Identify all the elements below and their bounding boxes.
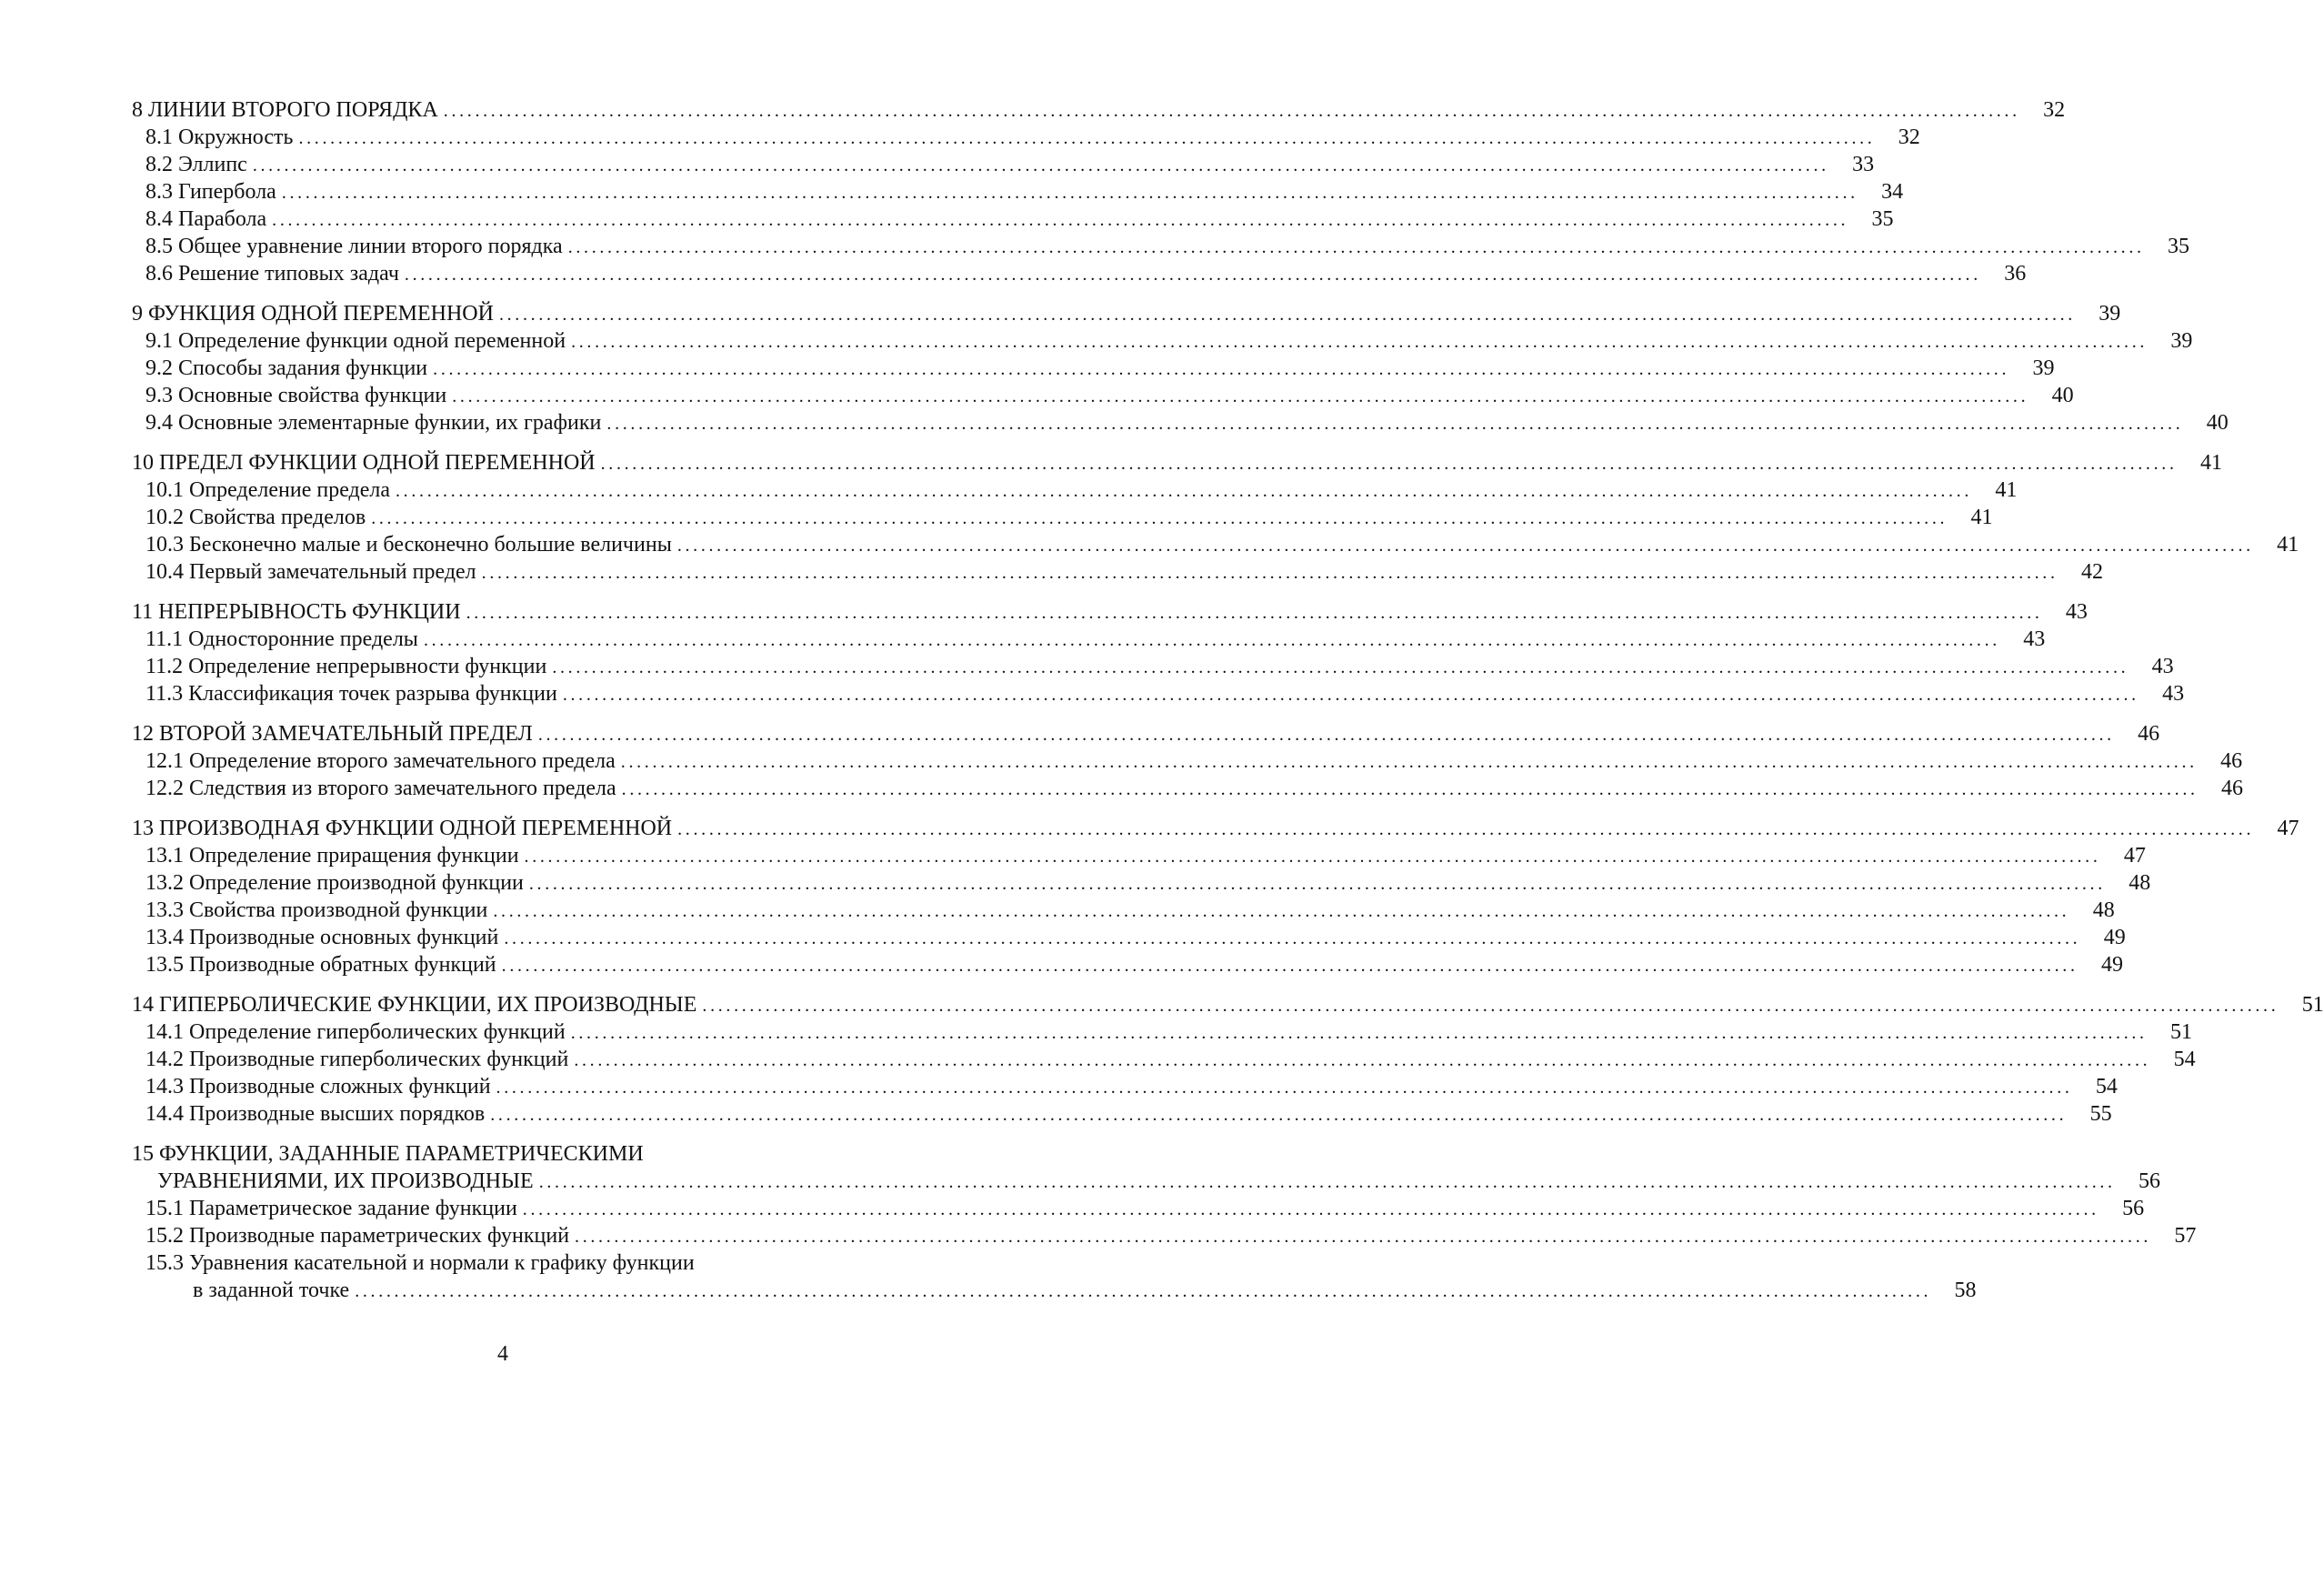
- toc-subsection-entry-page-number: 43: [2162, 682, 2185, 706]
- toc-section: [132, 598, 2185, 707]
- dot-leader: . . . . . . . . . . . . . . . . . . . . . . . . . . . . . . . . . . . . . . . . . . . . . . . . . . . . . . . . . . . . . . . . . . . . . . . . . . . . . . . . . . . . . . . . . . . . . . . . . . . . . . . . . . . . . . . . . . . . . . . . . . . . . . . . . . . . . . . . . . . . . . . . . . . . . . . . . . . . . . . . . . . . . . . . . . . . . . . . . . . . . . . . . . . . . . . . . . . . . . . .: [272, 210, 1847, 230]
- toc-section: [132, 300, 2229, 436]
- dot-leader: . . . . . . . . . . . . . . . . . . . . . . . . . . . . . . . . . . . . . . . . . . . . . . . . . . . . . . . . . . . . . . . . . . . . . . . . . . . . . . . . . . . . . . . . . . . . . . . . . . . . . . . . . . . . . . . . . . . . . . . . . . . . . . . . . . . . . . . . . . . . . . . . . . . . . . . . . . . . . . . . . . . . . . . . . . . . . . . . . . . . . . . . . . . . . . . . . . . . . . . .: [298, 128, 1873, 148]
- toc-section: [132, 991, 2324, 1128]
- toc-subsection-entry[interactable]: [132, 233, 2190, 260]
- toc-subsection-entry-title: 11.2 Определение непрерывности функции: [145, 655, 547, 678]
- toc-chapter-entry-title: 14 ГИПЕРБОЛИЧЕСКИЕ ФУНКЦИИ, ИХ ПРОИЗВОДНЫЕ: [132, 993, 697, 1017]
- toc-chapter-entry-title: УРАВНЕНИЯМИ, ИХ ПРОИЗВОДНЫЕ: [157, 1169, 534, 1193]
- toc-chapter-entry-page-number: 51: [2301, 993, 2324, 1017]
- toc-subsection-entry-title: 8.1 Окружность: [145, 125, 294, 149]
- toc-subsection-entry-title: 9.2 Способы задания функции: [145, 356, 428, 380]
- toc-subsection-entry[interactable]: [132, 1018, 2193, 1046]
- dot-leader: . . . . . . . . . . . . . . . . . . . . . . . . . . . . . . . . . . . . . . . . . . . . . . . . . . . . . . . . . . . . . . . . . . . . . . . . . . . . . . . . . . . . . . . . . . . . . . . . . . . . . . . . . . . . . . . . . . . . . . . . . . . . . . . . . . . . . . . . . . . . . . . . . . . . . . . . . . . . . . . . . . . . . . . . . . . . . . . . . . . . . . . . . . . . . . . . . . . . . . . .: [522, 1199, 2098, 1219]
- toc-subsection-entry[interactable]: [132, 626, 2046, 653]
- toc-subsection-entry-title: 14.2 Производные гиперболических функций: [145, 1048, 569, 1071]
- toc-subsection-entry-page-number: 40: [2206, 411, 2229, 435]
- dot-leader: . . . . . . . . . . . . . . . . . . . . . . . . . . . . . . . . . . . . . . . . . . . . . . . . . . . . . . . . . . . . . . . . . . . . . . . . . . . . . . . . . . . . . . . . . . . . . . . . . . . . . . . . . . . . . . . . . . . . . . . . . . . . . . . . . . . . . . . . . . . . . . . . . . . . . . . . . . . . . . . . . . . . . . . . . . . . . . . . . . . . . . . . . . . . . . . . . . . . . . . .: [443, 101, 2018, 121]
- toc-subsection-entry[interactable]: [132, 206, 1894, 233]
- toc-subsection-entry[interactable]: [132, 1195, 2145, 1222]
- toc-chapter-entry-page-number: 46: [2138, 722, 2160, 746]
- toc-subsection-entry-page-number: 49: [2100, 953, 2123, 977]
- toc-chapter-entry-title: 12 ВТОРОЙ ЗАМЕЧАТЕЛЬНЫЙ ПРЕДЕЛ: [132, 722, 533, 746]
- toc-subsection-entry[interactable]: [132, 531, 2299, 558]
- toc-chapter-entry-page-number: 43: [2065, 600, 2088, 624]
- dot-leader: . . . . . . . . . . . . . . . . . . . . . . . . . . . . . . . . . . . . . . . . . . . . . . . . . . . . . . . . . . . . . . . . . . . . . . . . . . . . . . . . . . . . . . . . . . . . . . . . . . . . . . . . . . . . . . . . . . . . . . . . . . . . . . . . . . . . . . . . . . . . . . . . . . . . . . . . . . . . . . . . . . . . . . . . . . . . . . . . . . . . . . . . . . . . . . . . . . . . . . . .: [504, 928, 2079, 948]
- toc-subsection-entry-page-number: 41: [1970, 506, 1993, 529]
- toc-subsection-entry-page-number: 47: [2123, 844, 2146, 868]
- dot-leader: . . . . . . . . . . . . . . . . . . . . . . . . . . . . . . . . . . . . . . . . . . . . . . . . . . . . . . . . . . . . . . . . . . . . . . . . . . . . . . . . . . . . . . . . . . . . . . . . . . . . . . . . . . . . . . . . . . . . . . . . . . . . . . . . . . . . . . . . . . . . . . . . . . . . . . . . . . . . . . . . . . . . . . . . . . . . . . . . . . . . . . . . . . . . . . . . . . . . . . . .: [433, 359, 2008, 379]
- toc-subsection-entry[interactable]: [132, 775, 2243, 802]
- toc-subsection-entry-page-number: 49: [2103, 926, 2126, 949]
- toc-chapter-entry-title: 13 ПРОИЗВОДНАЯ ФУНКЦИИ ОДНОЙ ПЕРЕМЕННОЙ: [132, 817, 673, 840]
- dot-leader: . . . . . . . . . . . . . . . . . . . . . . . . . . . . . . . . . . . . . . . . . . . . . . . . . . . . . . . . . . . . . . . . . . . . . . . . . . . . . . . . . . . . . . . . . . . . . . . . . . . . . . . . . . . . . . . . . . . . . . . . . . . . . . . . . . . . . . . . . . . . . . . . . . . . . . . . . . . . . . . . . . . . . . . . . . . . . . . . . . . . . . . . . . . . . . . . . . . . . . . .: [371, 508, 1946, 528]
- dot-leader: . . . . . . . . . . . . . . . . . . . . . . . . . . . . . . . . . . . . . . . . . . . . . . . . . . . . . . . . . . . . . . . . . . . . . . . . . . . . . . . . . . . . . . . . . . . . . . . . . . . . . . . . . . . . . . . . . . . . . . . . . . . . . . . . . . . . . . . . . . . . . . . . . . . . . . . . . . . . . . . . . . . . . . . . . . . . . . . . . . . . . . . . . . . . . . . . . . . . . . . .: [600, 454, 2175, 474]
- toc-chapter-entry[interactable]: [132, 815, 2299, 842]
- toc-chapter-entry[interactable]: [132, 720, 2160, 747]
- dot-leader: . . . . . . . . . . . . . . . . . . . . . . . . . . . . . . . . . . . . . . . . . . . . . . . . . . . . . . . . . . . . . . . . . . . . . . . . . . . . . . . . . . . . . . . . . . . . . . . . . . . . . . . . . . . . . . . . . . . . . . . . . . . . . . . . . . . . . . . . . . . . . . . . . . . . . . . . . . . . . . . . . . . . . . . . . . . . . . . . . . . . . . . . . . . . . . . . . . . . . . . .: [571, 332, 2146, 352]
- toc-subsection-entry-page-number: 48: [2092, 898, 2115, 922]
- toc-subsection-entry-page-number: 58: [1954, 1279, 1977, 1302]
- toc-subsection-entry-title: 14.1 Определение гиперболических функций: [145, 1020, 566, 1044]
- toc-subsection-entry-title: 9.3 Основные свойства функции: [145, 384, 447, 407]
- toc-subsection-entry-page-number: 32: [1898, 125, 1920, 149]
- dot-leader: . . . . . . . . . . . . . . . . . . . . . . . . . . . . . . . . . . . . . . . . . . . . . . . . . . . . . . . . . . . . . . . . . . . . . . . . . . . . . . . . . . . . . . . . . . . . . . . . . . . . . . . . . . . . . . . . . . . . . . . . . . . . . . . . . . . . . . . . . . . . . . . . . . . . . . . . . . . . . . . . . . . . . . . . . . . . . . . . . . . . . . . . . . . . . . . . . . . . . . . .: [567, 237, 2143, 257]
- toc-section: [132, 720, 2243, 802]
- toc-subsection-entry[interactable]: [132, 924, 2126, 951]
- dot-leader: . . . . . . . . . . . . . . . . . . . . . . . . . . . . . . . . . . . . . . . . . . . . . . . . . . . . . . . . . . . . . . . . . . . . . . . . . . . . . . . . . . . . . . . . . . . . . . . . . . . . . . . . . . . . . . . . . . . . . . . . . . . . . . . . . . . . . . . . . . . . . . . . . . . . . . . . . . . . . . . . . . . . . . . . . . . . . . . . . . . . . . . . . . . . . . . . . . . . . . . .: [466, 603, 2040, 623]
- toc-subsection-entry[interactable]: [132, 1046, 2196, 1073]
- toc-subsection-entry[interactable]: [132, 842, 2146, 869]
- toc-subsection-entry-page-number: 54: [2095, 1075, 2118, 1098]
- toc-subsection-entry[interactable]: [132, 1073, 2118, 1100]
- dot-leader: . . . . . . . . . . . . . . . . . . . . . . . . . . . . . . . . . . . . . . . . . . . . . . . . . . . . . . . . . . . . . . . . . . . . . . . . . . . . . . . . . . . . . . . . . . . . . . . . . . . . . . . . . . . . . . . . . . . . . . . . . . . . . . . . . . . . . . . . . . . . . . . . . . . . . . . . . . . . . . . . . . . . . . . . . . . . . . . . . . . . . . . . . . . . . . . . . . . . . . . .: [677, 819, 2252, 839]
- toc-subsection-entry-title: 11.3 Классификация точек разрыва функции: [145, 682, 557, 706]
- toc-subsection-entry[interactable]: [132, 951, 2123, 978]
- toc-subsection-entry-title: 13.3 Свойства производной функции: [145, 898, 488, 922]
- toc-subsection-entry[interactable]: [132, 680, 2185, 707]
- toc-subsection-entry-page-number: 46: [2220, 749, 2243, 773]
- toc-subsection-entry-page-number: 57: [2174, 1224, 2197, 1248]
- dot-leader: . . . . . . . . . . . . . . . . . . . . . . . . . . . . . . . . . . . . . . . . . . . . . . . . . . . . . . . . . . . . . . . . . . . . . . . . . . . . . . . . . . . . . . . . . . . . . . . . . . . . . . . . . . . . . . . . . . . . . . . . . . . . . . . . . . . . . . . . . . . . . . . . . . . . . . . . . . . . . . . . . . . . . . . . . . . . . . . . . . . . . . . . . . . . . . . . . . . . . . . .: [252, 155, 1828, 176]
- dot-leader: . . . . . . . . . . . . . . . . . . . . . . . . . . . . . . . . . . . . . . . . . . . . . . . . . . . . . . . . . . . . . . . . . . . . . . . . . . . . . . . . . . . . . . . . . . . . . . . . . . . . . . . . . . . . . . . . . . . . . . . . . . . . . . . . . . . . . . . . . . . . . . . . . . . . . . . . . . . . . . . . . . . . . . . . . . . . . . . . . . . . . . . . . . . . . . . . . . . . . . . .: [621, 779, 2196, 799]
- toc-subsection-entry-title: 13.5 Производные обратных функций: [145, 953, 496, 977]
- toc-subsection-entry[interactable]: [132, 476, 2018, 504]
- toc-subsection-entry-title: 13.4 Производные основных функций: [145, 926, 499, 949]
- toc-chapter-entry-page-number: 39: [2099, 302, 2121, 326]
- dot-leader: . . . . . . . . . . . . . . . . . . . . . . . . . . . . . . . . . . . . . . . . . . . . . . . . . . . . . . . . . . . . . . . . . . . . . . . . . . . . . . . . . . . . . . . . . . . . . . . . . . . . . . . . . . . . . . . . . . . . . . . . . . . . . . . . . . . . . . . . . . . . . . . . . . . . . . . . . . . . . . . . . . . . . . . . . . . . . . . . . . . . . . . . . . . . . . . . . . . . . . . .: [481, 563, 2056, 583]
- toc-subsection-entry[interactable]: [132, 124, 1920, 151]
- toc-subsection-entry-title: 12.1 Определение второго замечательного предела: [145, 749, 616, 773]
- toc-subsection-entry[interactable]: [132, 327, 2193, 355]
- toc-chapter-entry[interactable]: [132, 598, 2088, 626]
- toc-subsection-entry-title: 8.6 Решение типовых задач: [145, 262, 399, 286]
- dot-leader: . . . . . . . . . . . . . . . . . . . . . . . . . . . . . . . . . . . . . . . . . . . . . . . . . . . . . . . . . . . . . . . . . . . . . . . . . . . . . . . . . . . . . . . . . . . . . . . . . . . . . . . . . . . . . . . . . . . . . . . . . . . . . . . . . . . . . . . . . . . . . . . . . . . . . . . . . . . . . . . . . . . . . . . . . . . . . . . . . . . . . . . . . . . . . . . . . . . . . . . .: [575, 1227, 2149, 1247]
- dot-leader: . . . . . . . . . . . . . . . . . . . . . . . . . . . . . . . . . . . . . . . . . . . . . . . . . . . . . . . . . . . . . . . . . . . . . . . . . . . . . . . . . . . . . . . . . . . . . . . . . . . . . . . . . . . . . . . . . . . . . . . . . . . . . . . . . . . . . . . . . . . . . . . . . . . . . . . . . . . . . . . . . . . . . . . . . . . . . . . . . . . . . . . . . . . . . . . . . . . . . . . .: [620, 752, 2196, 772]
- toc-subsection-entry[interactable]: [132, 1222, 2197, 1249]
- toc-chapter-entry[interactable]: [132, 1168, 2161, 1195]
- toc-subsection-entry-title: 13.2 Определение производной функции: [145, 871, 524, 895]
- page-number: 4: [497, 1342, 508, 1366]
- table-of-contents: [132, 96, 2324, 1317]
- toc-subsection-entry[interactable]: [132, 869, 2151, 897]
- toc-subsection-entry[interactable]: [132, 151, 1875, 178]
- toc-subsection-entry-page-number: 35: [1871, 207, 1894, 231]
- toc-chapter-entry[interactable]: [132, 449, 2222, 476]
- toc-subsection-entry[interactable]: [132, 1100, 2112, 1128]
- toc-chapter-entry[interactable]: [132, 96, 2066, 124]
- toc-subsection-entry-title: 14.4 Производные высших порядков: [145, 1102, 486, 1126]
- dot-leader: . . . . . . . . . . . . . . . . . . . . . . . . . . . . . . . . . . . . . . . . . . . . . . . . . . . . . . . . . . . . . . . . . . . . . . . . . . . . . . . . . . . . . . . . . . . . . . . . . . . . . . . . . . . . . . . . . . . . . . . . . . . . . . . . . . . . . . . . . . . . . . . . . . . . . . . . . . . . . . . . . . . . . . . . . . . . . . . . . . . . . . . . . . . . . . . . . . . . . . . .: [423, 630, 1998, 650]
- toc-subsection-entry[interactable]: [132, 382, 2074, 409]
- toc-subsection-entry-page-number: 41: [1995, 478, 2018, 502]
- toc-subsection-entry-title: 15.2 Производные параметрических функций: [145, 1224, 570, 1248]
- toc-chapter-entry-page-number: 32: [2043, 98, 2066, 122]
- dot-leader: . . . . . . . . . . . . . . . . . . . . . . . . . . . . . . . . . . . . . . . . . . . . . . . . . . . . . . . . . . . . . . . . . . . . . . . . . . . . . . . . . . . . . . . . . . . . . . . . . . . . . . . . . . . . . . . . . . . . . . . . . . . . . . . . . . . . . . . . . . . . . . . . . . . . . . . . . . . . . . . . . . . . . . . . . . . . . . . . . . . . . . . . . . . . . . . . . . . . . . . .: [528, 874, 2104, 894]
- toc-chapter-entry[interactable]: [132, 1140, 877, 1168]
- toc-subsection-entry[interactable]: [132, 178, 1904, 206]
- dot-leader: . . . . . . . . . . . . . . . . . . . . . . . . . . . . . . . . . . . . . . . . . . . . . . . . . . . . . . . . . . . . . . . . . . . . . . . . . . . . . . . . . . . . . . . . . . . . . . . . . . . . . . . . . . . . . . . . . . . . . . . . . . . . . . . . . . . . . . . . . . . . . . . . . . . . . . . . . . . . . . . . . . . . . . . . . . . . . . . . . . . . . . . . . . . . . . . . . . . . . . . .: [404, 265, 1979, 285]
- toc-subsection-entry-page-number: 39: [2170, 329, 2193, 353]
- dot-leader: . . . . . . . . . . . . . . . . . . . . . . . . . . . . . . . . . . . . . . . . . . . . . . . . . . . . . . . . . . . . . . . . . . . . . . . . . . . . . . . . . . . . . . . . . . . . . . . . . . . . . . . . . . . . . . . . . . . . . . . . . . . . . . . . . . . . . . . . . . . . . . . . . . . . . . . . . . . . . . . . . . . . . . . . . . . . . . . . . . . . . . . . . . . . . . . . . . . . . . . .: [538, 1172, 2114, 1192]
- dot-leader: . . . . . . . . . . . . . . . . . . . . . . . . . . . . . . . . . . . . . . . . . . . . . . . . . . . . . . . . . . . . . . . . . . . . . . . . . . . . . . . . . . . . . . . . . . . . . . . . . . . . . . . . . . . . . . . . . . . . . . . . . . . . . . . . . . . . . . . . . . . . . . . . . . . . . . . . . . . . . . . . . . . . . . . . . . . . . . . . . . . . . . . . . . . . . . . . . . . . . . . .: [498, 305, 2074, 325]
- toc-subsection-entry-page-number: 39: [2032, 356, 2055, 380]
- toc-subsection-entry-title: 14.3 Производные сложных функций: [145, 1075, 491, 1098]
- dot-leader: . . . . . . . . . . . . . . . . . . . . . . . . . . . . . . . . . . . . . . . . . . . . . . . . . . . . . . . . . . . . . . . . . . . . . . . . . . . . . . . . . . . . . . . . . . . . . . . . . . . . . . . . . . . . . . . . . . . . . . . . . . . . . . . . . . . . . . . . . . . . . . . . . . . . . . . . . . . . . . . . . . . . . . . . . . . . . . . . . . . . . . . . . . . . . . . . . . . . . . . .: [574, 1050, 2149, 1070]
- toc-subsection-entry[interactable]: [132, 409, 2229, 436]
- dot-leader: . . . . . . . . . . . . . . . . . . . . . . . . . . . . . . . . . . . . . . . . . . . . . . . . . . . . . . . . . . . . . . . . . . . . . . . . . . . . . . . . . . . . . . . . . . . . . . . . . . . . . . . . . . . . . . . . . . . . . . . . . . . . . . . . . . . . . . . . . . . . . . . . . . . . . . . . . . . . . . . . . . . . . . . . . . . . . . . . . . . . . . . . . . . . . . . . . . . . . . . .: [496, 1078, 2070, 1098]
- toc-subsection-entry-title: 12.2 Следствия из второго замечательного предела: [145, 777, 616, 800]
- toc-subsection-entry-page-number: 55: [2089, 1102, 2112, 1126]
- toc-subsection-entry[interactable]: [132, 747, 2243, 775]
- dot-leader: . . . . . . . . . . . . . . . . . . . . . . . . . . . . . . . . . . . . . . . . . . . . . . . . . . . . . . . . . . . . . . . . . . . . . . . . . . . . . . . . . . . . . . . . . . . . . . . . . . . . . . . . . . . . . . . . . . . . . . . . . . . . . . . . . . . . . . . . . . . . . . . . . . . . . . . . . . . . . . . . . . . . . . . . . . . . . . . . . . . . . . . . . . . . . . . . . . . . . . . .: [562, 685, 2138, 705]
- toc-subsection-entry-title: 8.5 Общее уравнение линии второго порядка: [145, 235, 563, 258]
- toc-subsection-entry-title: 13.1 Определение приращения функции: [145, 844, 519, 868]
- toc-subsection-entry-page-number: 35: [2168, 235, 2190, 258]
- toc-section: [132, 449, 2299, 586]
- toc-chapter-entry[interactable]: [132, 991, 2324, 1018]
- dot-leader: . . . . . . . . . . . . . . . . . . . . . . . . . . . . . . . . . . . . . . . . . . . . . . . . . . . . . . . . . . . . . . . . . . . . . . . . . . . . . . . . . . . . . . . . . . . . . . . . . . . . . . . . . . . . . . . . . . . . . . . . . . . . . . . . . . . . . . . . . . . . . . . . . . . . . . . . . . . . . . . . . . . . . . . . . . . . . . . . . . . . . . . . . . . . . . . . . . . . . . . .: [452, 386, 2027, 406]
- toc-subsection-entry-title: 8.2 Эллипс: [145, 153, 247, 176]
- toc-subsection-entry-title: 9.1 Определение функции одной переменной: [145, 329, 566, 353]
- toc-section: [132, 815, 2299, 978]
- toc-subsection-entry-title: в заданной точке: [193, 1279, 350, 1302]
- dot-leader: . . . . . . . . . . . . . . . . . . . . . . . . . . . . . . . . . . . . . . . . . . . . . . . . . . . . . . . . . . . . . . . . . . . . . . . . . . . . . . . . . . . . . . . . . . . . . . . . . . . . . . . . . . . . . . . . . . . . . . . . . . . . . . . . . . . . . . . . . . . . . . . . . . . . . . . . . . . . . . . . . . . . . . . . . . . . . . . . . . . . . . . . . . . . . . . . . . . . . . . .: [524, 847, 2099, 867]
- dot-leader: . . . . . . . . . . . . . . . . . . . . . . . . . . . . . . . . . . . . . . . . . . . . . . . . . . . . . . . . . . . . . . . . . . . . . . . . . . . . . . . . . . . . . . . . . . . . . . . . . . . . . . . . . . . . . . . . . . . . . . . . . . . . . . . . . . . . . . . . . . . . . . . . . . . . . . . . . . . . . . . . . . . . . . . . . . . . . . . . . . . . . . . . . . . . . . . . . . . . . . . .: [570, 1023, 2146, 1043]
- dot-leader: . . . . . . . . . . . . . . . . . . . . . . . . . . . . . . . . . . . . . . . . . . . . . . . . . . . . . . . . . . . . . . . . . . . . . . . . . . . . . . . . . . . . . . . . . . . . . . . . . . . . . . . . . . . . . . . . . . . . . . . . . . . . . . . . . . . . . . . . . . . . . . . . . . . . . . . . . . . . . . . . . . . . . . . . . . . . . . . . . . . . . . . . . . . . . . . . . . . . . . . .: [396, 481, 1970, 501]
- toc-subsection-entry-page-number: 43: [2151, 655, 2174, 678]
- dot-leader: . . . . . . . . . . . . . . . . . . . . . . . . . . . . . . . . . . . . . . . . . . . . . . . . . . . . . . . . . . . . . . . . . . . . . . . . . . . . . . . . . . . . . . . . . . . . . . . . . . . . . . . . . . . . . . . . . . . . . . . . . . . . . . . . . . . . . . . . . . . . . . . . . . . . . . . . . . . . . . . . . . . . . . . . . . . . . . . . . . . . . . . . . . . . . . . . . . . . . . . .: [606, 414, 2181, 434]
- toc-subsection-entry[interactable]: [132, 1277, 1977, 1304]
- toc-subsection-entry-title: 9.4 Основные элементарные функии, их графики: [145, 411, 602, 435]
- toc-subsection-entry-page-number: 36: [2004, 262, 2027, 286]
- toc-subsection-entry-page-number: 40: [2051, 384, 2074, 407]
- toc-chapter-entry-title: 11 НЕПРЕРЫВНОСТЬ ФУНКЦИИ: [132, 600, 461, 624]
- toc-chapter-entry-page-number: 56: [2139, 1169, 2161, 1193]
- dot-leader: . . . . . . . . . . . . . . . . . . . . . . . . . . . . . . . . . . . . . . . . . . . . . . . . . . . . . . . . . . . . . . . . . . . . . . . . . . . . . . . . . . . . . . . . . . . . . . . . . . . . . . . . . . . . . . . . . . . . . . . . . . . . . . . . . . . . . . . . . . . . . . . . . . . . . . . . . . . . . . . . . . . . . . . . . . . . . . . . . . . . . . . . . . . . . . . . . . . . . . . .: [552, 657, 2127, 677]
- toc-subsection-entry-page-number: 54: [2173, 1048, 2196, 1071]
- dot-leader: . . . . . . . . . . . . . . . . . . . . . . . . . . . . . . . . . . . . . . . . . . . . . . . . . . . . . . . . . . . . . . . . . . . . . . . . . . . . . . . . . . . . . . . . . . . . . . . . . . . . . . . . . . . . . . . . . . . . . . . . . . . . . . . . . . . . . . . . . . . . . . . . . . . . . . . . . . . . . . . . . . . . . . . . . . . . . . . . . . . . . . . . . . . . . . . . . . . . . . . .: [676, 536, 2252, 556]
- toc-subsection-entry-page-number: 51: [2170, 1020, 2193, 1044]
- toc-subsection-entry[interactable]: [132, 558, 2103, 586]
- dot-leader: . . . . . . . . . . . . . . . . . . . . . . . . . . . . . . . . . . . . . . . . . . . . . . . . . . . . . . . . . . . . . . . . . . . . . . . . . . . . . . . . . . . . . . . . . . . . . . . . . . . . . . . . . . . . . . . . . . . . . . . . . . . . . . . . . . . . . . . . . . . . . . . . . . . . . . . . . . . . . . . . . . . . . . . . . . . . . . . . . . . . . . . . . . . . . . . . . . . . . . . .: [501, 956, 2076, 976]
- toc-chapter-entry-page-number: 41: [2199, 451, 2222, 475]
- toc-subsection-entry-title: 8.3 Гипербола: [145, 180, 276, 204]
- toc-subsection-entry[interactable]: [132, 653, 2174, 680]
- dot-leader: . . . . . . . . . . . . . . . . . . . . . . . . . . . . . . . . . . . . . . . . . . . . . . . . . . . . . . . . . . . . . . . . . . . . . . . . . . . . . . . . . . . . . . . . . . . . . . . . . . . . . . . . . . . . . . . . . . . . . . . . . . . . . . . . . . . . . . . . . . . . . . . . . . . . . . . . . . . . . . . . . . . . . . . . . . . . . . . . . . . . . . . . . . . . . . . . . . . . . . . .: [493, 901, 2068, 921]
- toc-subsection-entry[interactable]: [132, 504, 1993, 531]
- toc-subsection-entry-page-number: 48: [2129, 871, 2151, 895]
- toc-subsection-entry-page-number: 46: [2221, 777, 2243, 800]
- toc-chapter-entry-title: 8 ЛИНИИ ВТОРОГО ПОРЯДКА: [132, 98, 438, 122]
- toc-chapter-entry[interactable]: [132, 300, 2121, 327]
- dot-leader: . . . . . . . . . . . . . . . . . . . . . . . . . . . . . . . . . . . . . . . . . . . . . . . . . . . . . . . . . . . . . . . . . . . . . . . . . . . . . . . . . . . . . . . . . . . . . . . . . . . . . . . . . . . . . . . . . . . . . . . . . . . . . . . . . . . . . . . . . . . . . . . . . . . . . . . . . . . . . . . . . . . . . . . . . . . . . . . . . . . . . . . . . . . . . . . . . . . . . . . .: [355, 1281, 1929, 1301]
- dot-leader: . . . . . . . . . . . . . . . . . . . . . . . . . . . . . . . . . . . . . . . . . . . . . . . . . . . . . . . . . . . . . . . . . . . . . . . . . . . . . . . . . . . . . . . . . . . . . . . . . . . . . . . . . . . . . . . . . . . . . . . . . . . . . . . . . . . . . . . . . . . . . . . . . . . . . . . . . . . . . . . . . . . . . . . . . . . . . . . . . . . . . . . . . . . . . . . . . . . . . . . .: [702, 996, 2277, 1016]
- toc-chapter-entry-page-number: 47: [2277, 817, 2299, 840]
- toc-chapter-entry-title: 15 ФУНКЦИИ, ЗАДАННЫЕ ПАРАМЕТРИЧЕСКИМИ: [132, 1142, 644, 1166]
- toc-subsection-entry-page-number: 41: [2277, 533, 2299, 557]
- toc-subsection-entry-title: 10.3 Бесконечно малые и бесконечно большие величины: [145, 533, 672, 557]
- toc-subsection-entry-title: 11.1 Односторонние пределы: [145, 627, 418, 651]
- toc-subsection-entry-page-number: 34: [1881, 180, 1904, 204]
- toc-subsection-entry[interactable]: [132, 260, 2027, 287]
- toc-subsection-entry-title: 8.4 Парабола: [145, 207, 267, 231]
- dot-leader: . . . . . . . . . . . . . . . . . . . . . . . . . . . . . . . . . . . . . . . . . . . . . . . . . . . . . . . . . . . . . . . . . . . . . . . . . . . . . . . . . . . . . . . . . . . . . . . . . . . . . . . . . . . . . . . . . . . . . . . . . . . . . . . . . . . . . . . . . . . . . . . . . . . . . . . . . . . . . . . . . . . . . . . . . . . . . . . . . . . . . . . . . . . . . . . . . . . . . . . .: [537, 725, 2113, 745]
- toc-subsection-entry[interactable]: [132, 1249, 877, 1277]
- toc-subsection-entry-page-number: 42: [2080, 560, 2103, 584]
- toc-subsection-entry-title: 10.1 Определение предела: [145, 478, 391, 502]
- toc-subsection-entry-title: 15.1 Параметрическое задание функции: [145, 1197, 517, 1220]
- toc-subsection-entry-page-number: 56: [2122, 1197, 2145, 1220]
- toc-subsection-entry[interactable]: [132, 897, 2115, 924]
- toc-chapter-entry-title: 9 ФУНКЦИЯ ОДНОЙ ПЕРЕМЕННОЙ: [132, 302, 494, 326]
- toc-subsection-entry-title: 10.4 Первый замечательный предел: [145, 560, 476, 584]
- toc-subsection-entry-page-number: 43: [2023, 627, 2046, 651]
- dot-leader: . . . . . . . . . . . . . . . . . . . . . . . . . . . . . . . . . . . . . . . . . . . . . . . . . . . . . . . . . . . . . . . . . . . . . . . . . . . . . . . . . . . . . . . . . . . . . . . . . . . . . . . . . . . . . . . . . . . . . . . . . . . . . . . . . . . . . . . . . . . . . . . . . . . . . . . . . . . . . . . . . . . . . . . . . . . . . . . . . . . . . . . . . . . . . . . . . . . . . . . .: [281, 183, 1857, 203]
- toc-subsection-entry-title: 10.2 Свойства пределов: [145, 506, 366, 529]
- toc-subsection-entry[interactable]: [132, 355, 2055, 382]
- toc-section: [132, 96, 2190, 287]
- toc-chapter-entry-title: 10 ПРЕДЕЛ ФУНКЦИИ ОДНОЙ ПЕРЕМЕННОЙ: [132, 451, 596, 475]
- toc-section: [132, 1140, 2197, 1304]
- toc-subsection-entry-page-number: 33: [1852, 153, 1875, 176]
- toc-subsection-entry-title: 15.3 Уравнения касательной и нормали к графику функции: [145, 1251, 695, 1275]
- dot-leader: . . . . . . . . . . . . . . . . . . . . . . . . . . . . . . . . . . . . . . . . . . . . . . . . . . . . . . . . . . . . . . . . . . . . . . . . . . . . . . . . . . . . . . . . . . . . . . . . . . . . . . . . . . . . . . . . . . . . . . . . . . . . . . . . . . . . . . . . . . . . . . . . . . . . . . . . . . . . . . . . . . . . . . . . . . . . . . . . . . . . . . . . . . . . . . . . . . . . . . . .: [490, 1105, 2065, 1125]
